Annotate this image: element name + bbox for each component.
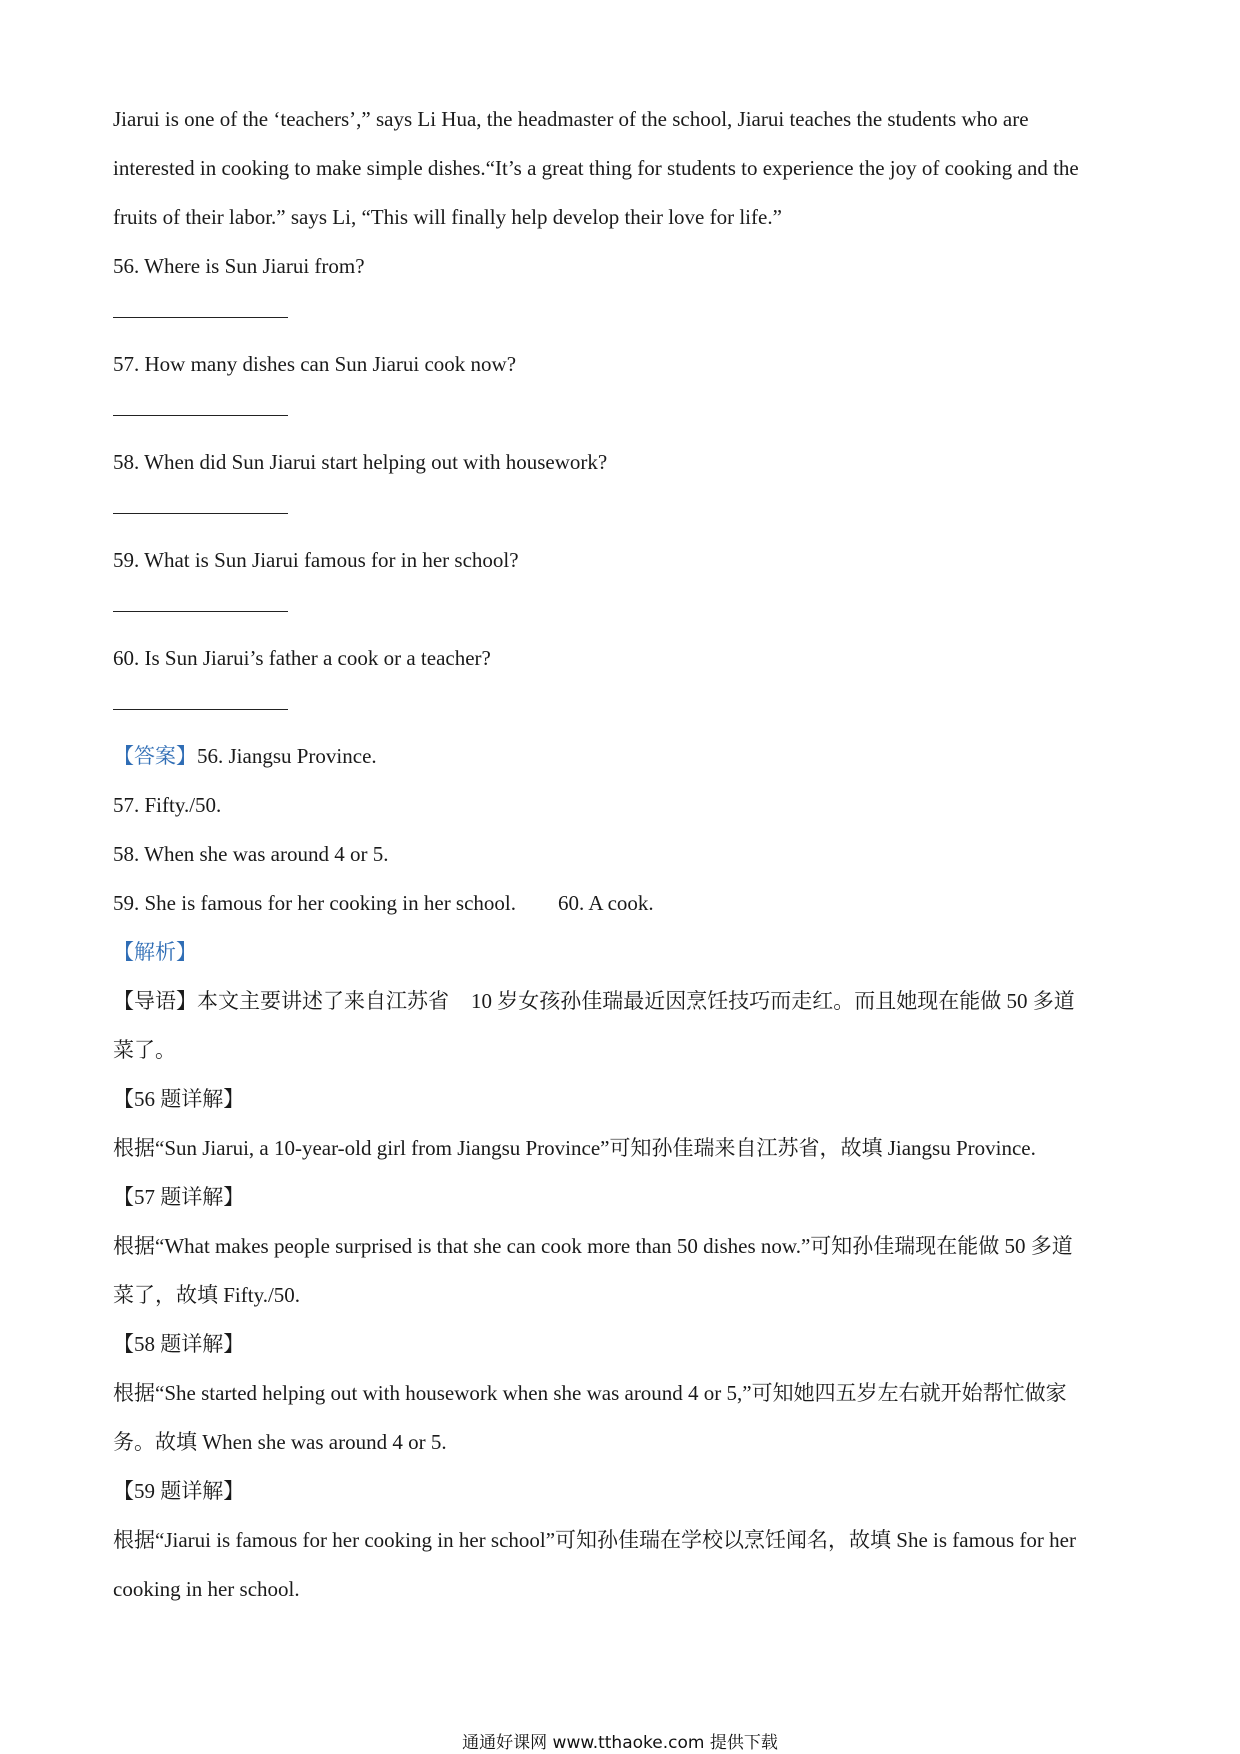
q59-detail-text-2: cooking in her school. <box>113 1577 300 1601</box>
q58-detail-tag: 【58 题详解】 <box>113 1332 245 1356</box>
answer-blank-58 <box>113 487 1128 536</box>
passage-line: interested in cooking to make simple dishes.“It’s a great thing for students to experience the joy of cooking and the <box>113 156 1079 180</box>
intro-part1: 本文主要讲述了来自江苏省 <box>197 989 449 1013</box>
q58-detail-text-2: 务。故填 When she was around 4 or 5. <box>113 1430 447 1454</box>
q57-detail-text: 根据“What makes people surprised is that she can cook more than 50 dishes now.”可知孙佳瑞现在能做 50 多道 <box>113 1234 1073 1258</box>
question-60: 60. Is Sun Jiarui’s father a cook or a teacher? <box>113 646 491 670</box>
intro-tag: 【导语】 <box>113 989 197 1013</box>
intro-part2: 10 岁女孩孙佳瑞最近因烹饪技巧而走红。而且她现在能做 50 多道 <box>471 989 1075 1013</box>
passage-line: Jiarui is one of the ‘teachers’,” says Li Hua, the headmaster of the school, Jiarui teaches the students who are <box>113 107 1029 131</box>
page-footer: 通通好课网 www.tthaoke.com 提供下载 <box>462 1733 778 1753</box>
answer-key-line <box>113 732 1128 781</box>
question-59: 59. What is Sun Jiarui famous for in her school? <box>113 548 519 572</box>
question-58: 58. When did Sun Jiarui start helping out with housework? <box>113 450 608 474</box>
question-57: 57. How many dishes can Sun Jiarui cook now? <box>113 352 517 376</box>
q57-detail-text-2: 菜了，故填 Fifty./50. <box>113 1283 301 1307</box>
answer-57: 57. Fifty./50. <box>113 793 222 817</box>
answer-blank-59 <box>113 585 1128 634</box>
answer-59: 59. She is famous for her cooking in her school. <box>113 891 517 915</box>
intro-line-2: 菜了。 <box>113 1038 176 1062</box>
q59-detail-text: 根据“Jiarui is famous for her cooking in her school”可知孙佳瑞在学校以烹饪闻名，故填 She is famous for her <box>113 1528 1076 1552</box>
answer-60: 60. A cook. <box>558 891 654 915</box>
intro-line <box>113 977 1128 1026</box>
question-56: 56. Where is Sun Jiarui from? <box>113 254 365 278</box>
passage-line: fruits of their labor.” says Li, “This will finally help develop their love for life.” <box>113 205 782 229</box>
answer-58: 58. When she was around 4 or 5. <box>113 842 389 866</box>
document-page <box>113 95 1128 1614</box>
answer-56: 56. Jiangsu Province. <box>197 744 377 768</box>
analysis-heading <box>113 928 1128 977</box>
q58-detail-text: 根据“She started helping out with housework when she was around 4 or 5,”可知她四五岁左右就开始帮忙做家 <box>113 1381 1067 1405</box>
answer-blank-56 <box>113 291 1128 340</box>
answer-tag: 【答案】 <box>113 744 197 768</box>
q57-detail-tag: 【57 题详解】 <box>113 1185 245 1209</box>
answer-59-60-line <box>113 879 1128 928</box>
q56-detail-text: 根据“Sun Jiarui, a 10-year-old girl from Jiangsu Province”可知孙佳瑞来自江苏省，故填 Jiangsu Province. <box>113 1136 1036 1160</box>
answer-blank-57 <box>113 389 1128 438</box>
analysis-tag: 【解析】 <box>113 940 197 964</box>
q59-detail-tag: 【59 题详解】 <box>113 1479 245 1503</box>
q56-detail-tag: 【56 题详解】 <box>113 1087 245 1111</box>
answer-blank-60 <box>113 683 1128 732</box>
